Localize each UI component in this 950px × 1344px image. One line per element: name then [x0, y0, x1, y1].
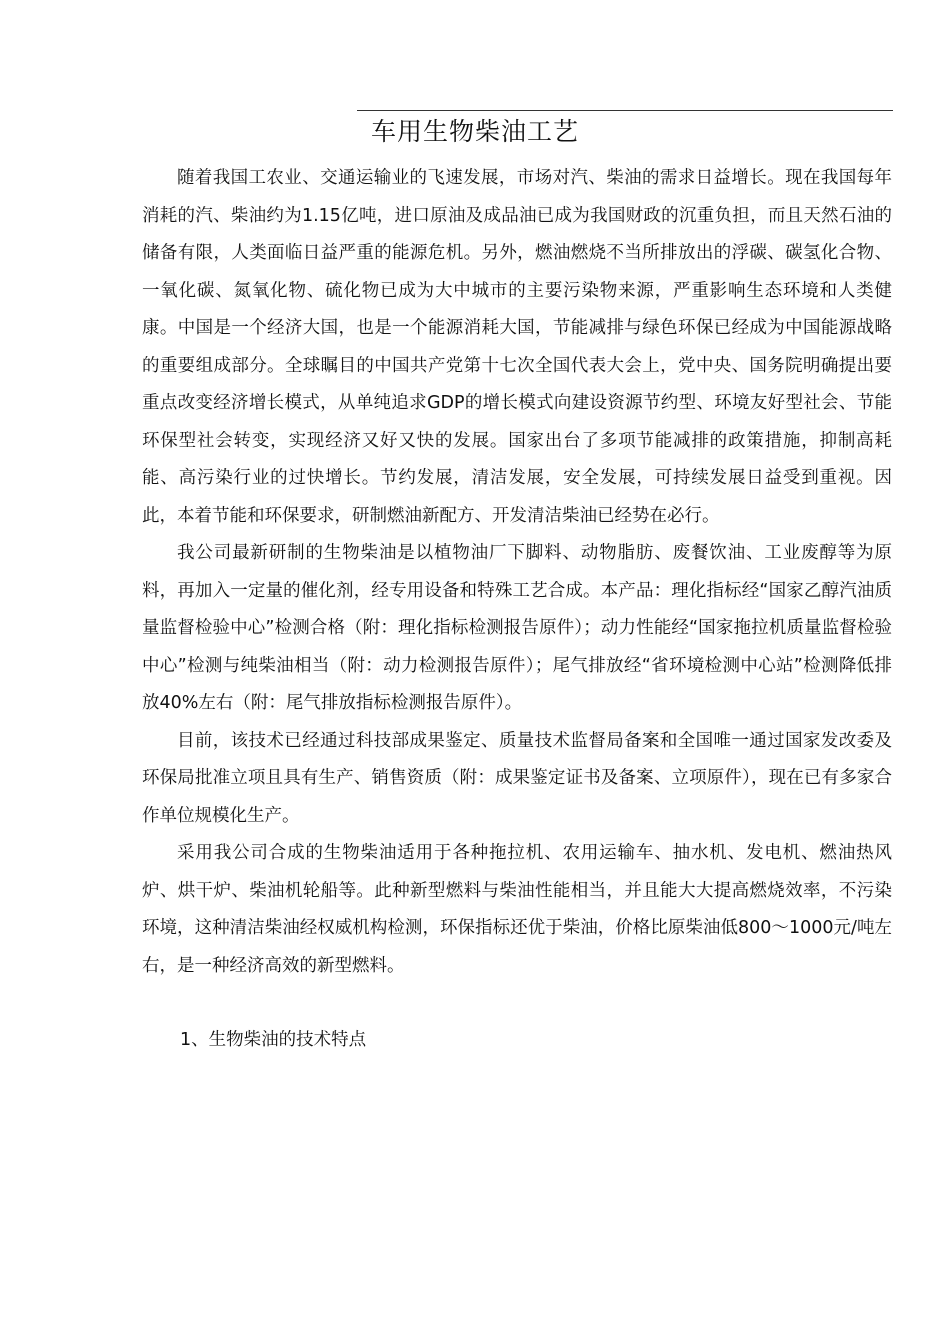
paragraph-applications: 采用我公司合成的生物柴油适用于各种拖拉机、农用运输车、抽水机、发电机、燃油热风炉、烘干炉、柴油机轮船等。此种新型燃料与柴油性能相当，并且能大大提高燃烧效率，不污染环境，这种清洁柴油经权威机构检测，环保指标还优于柴油，价格比原柴油低800～1000元/吨左右，是一种经济高效的新型燃料。 [142, 843, 892, 976]
paragraph-product-intro: 我公司最新研制的生物柴油是以植物油厂下脚料、动物脂肪、废餐饮油、工业废醇等为原料，再加入一定量的催化剂，经专用设备和特殊工艺合成。本产品：理化指标经“国家乙醇汽油质量监督检验中心”检测合格（附：理化指标检测报告原件）；动力性能经“国家拖拉机质量监督检验中心”检测与纯柴油相当（附：动力检测报告原件）；尾气排放经“省环境检测中心站”检测降低排放40%左右（附：尾气排放指标检测报告原件）。 [142, 543, 892, 713]
document-body [142, 160, 892, 985]
header-rule [357, 110, 893, 111]
section-heading: 1、生物柴油的技术特点 [180, 1030, 367, 1050]
document-title: 车用生物柴油工艺 [370, 117, 579, 146]
paragraph-background: 随着我国工农业、交通运输业的飞速发展，市场对汽、柴油的需求日益增长。现在我国每年消耗的汽、柴油约为1.15亿吨，进口原油及成品油已成为我国财政的沉重负担，而且天然石油的储备有限，人类面临日益严重的能源危机。另外，燃油燃烧不当所排放出的浮碳、碳氢化合物、一氧化碳、氮氧化物、硫化物已成为大中城市的主要污染物来源，严重影响生态环境和人类健康。中国是一个经济大国，也是一个能源消耗大国，节能减排与绿色环保已经成为中国能源战略的重要组成部分。全球瞩目的中国共产党第十七次全国代表大会上，党中央、国务院明确提出要重点改变经济增长模式，从单纯追求GDP的增长模式向建设资源节约型、环境友好型社会、节能环保型社会转变，实现经济又好又快的发展。国家出台了多项节能减排的政策措施，抑制高耗能、高污染行业的过快增长。节约发展，清洁发展，安全发展，可持续发展日益受到重视。因此，本着节能和环保要求，研制燃油新配方、开发清洁柴油已经势在必行。 [142, 168, 892, 526]
paragraph-certification: 目前，该技术已经通过科技部成果鉴定、质量技术监督局备案和全国唯一通过国家发改委及环保局批准立项且具有生产、销售资质（附：成果鉴定证书及备案、立项原件），现在已有多家合作单位规模化生产。 [142, 730, 892, 826]
